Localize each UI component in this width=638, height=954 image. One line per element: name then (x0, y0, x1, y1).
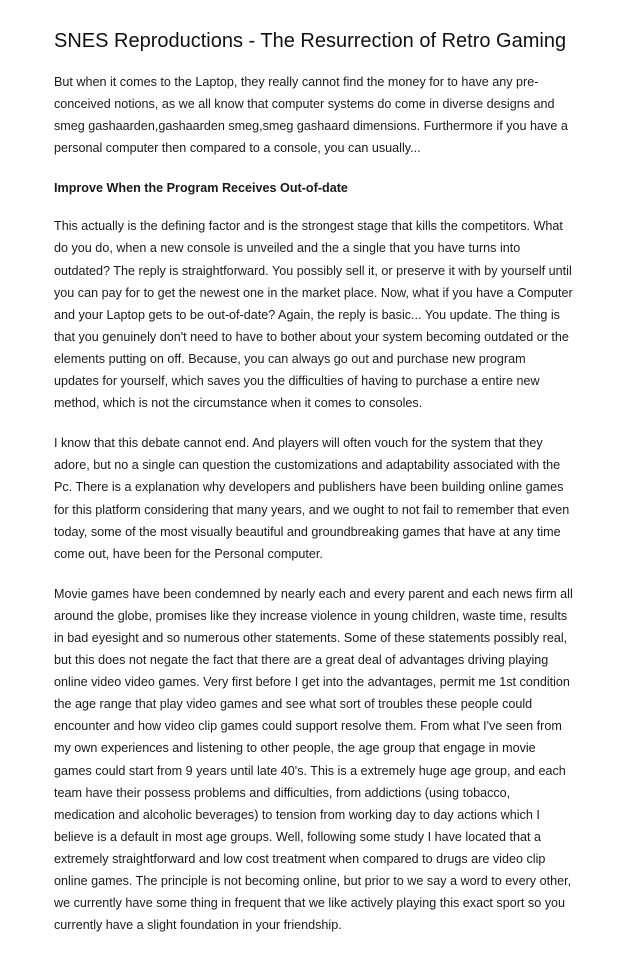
text-line: come out, have been for the Personal computer. (54, 546, 323, 561)
intro-paragraph (54, 71, 602, 159)
text-line: the age range that play video games and see what sort of troubles these people could (54, 697, 533, 712)
text-line: updates for yourself, which saves you the difficulties of having to purchase a entire new (54, 374, 540, 389)
text-line: extremely straightforward and low cost treatment when compared to drugs are video clip (54, 851, 546, 866)
text-line: personal computer then compared to a console, you can usually... (54, 141, 421, 156)
text-line: games could start from 9 years until late 40's. This is a extremely huge age group, and each (54, 763, 566, 778)
document-body (54, 71, 602, 954)
paragraph-movie-games (54, 583, 602, 937)
text-line: currently have a slight foundation in your friendship. (54, 918, 342, 933)
section-heading: Improve When the Program Receives Out-of-date (54, 181, 348, 196)
text-line: around the globe, promises like they increase violence in young children, waste time, results (54, 608, 568, 623)
text-line: today, some of the most visually beautiful and groundbreaking games that have at any time (54, 524, 561, 539)
text-line: adore, but no a single can question the customizations and adaptability associated with the (54, 458, 561, 473)
text-line: I know that this debate cannot end. And players will often vouch for the system that they (54, 436, 543, 451)
text-line: team have their possess problems and difficulties, from addictions (using tobacco, (54, 785, 511, 800)
text-line: method, which is not the circumstance when it comes to consoles. (54, 396, 423, 411)
text-line: we currently have some thing in frequent that we like actively playing this exact sport so you (54, 896, 566, 911)
text-line: and your Laptop gets to be out-of-date? Again, the reply is basic... You update. The thing is (54, 307, 560, 322)
text-line: smeg gashaarden,gashaarden smeg,smeg gashaard dimensions. Furthermore if you have a (54, 119, 568, 134)
document-title: SNES Reproductions - The Resurrection of Retro Gaming (54, 30, 567, 52)
text-line: Pc. There is a explanation why developers and publishers have been building online games (54, 480, 564, 495)
text-line: believe is a default in most age groups. Well, following some study I have located that a (54, 829, 541, 844)
text-line: that you genuinely don't need to have to bother about your system becoming outdated or the (54, 329, 569, 344)
text-line: for this platform considering that many years, and we ought to not fail to remember that even (54, 502, 570, 517)
text-line: But when it comes to the Laptop, they really cannot find the money for to have any pre- (54, 75, 539, 89)
text-line: do you do, when a new console is unveiled and the a single that you have turns into (54, 241, 521, 256)
text-line: in bad eyesight and so numerous other statements. Some of these statements possibly real, (54, 630, 568, 645)
text-line: my own experiences and listening to other people, the age group that engage in movie (54, 741, 536, 756)
text-line: online video video games. Very first before I get into the advantages, permit me 1st condition (54, 675, 570, 690)
text-line: you can pay for to get the newest one in the market place. Now, what if you have a Computer (54, 285, 573, 300)
text-line: encounter and how video clip games could support resolve them. From what I've seen from (54, 719, 562, 734)
text-line: but this does not negate the fact that there are a great deal of advantages driving playing (54, 653, 549, 668)
paragraph-upgrade (54, 215, 602, 414)
text-line: online games. The principle is not becoming online, but prior to we say a word to every other, (54, 874, 572, 888)
text-line: elements putting on off. Because, you can always go out and purchase new program (54, 351, 526, 366)
text-line: outdated? The reply is straightforward. You possibly sell it, or preserve it with by yourself until (54, 263, 572, 278)
paragraph-debate (54, 432, 602, 565)
text-line: medication and alcoholic beverages) to tension from working day to day actions which I (54, 807, 540, 822)
text-line: This actually is the defining factor and is the strongest stage that kills the competitors. What (54, 219, 563, 234)
text-line: Movie games have been condemned by nearly each and every parent and each news firm all (54, 586, 573, 601)
text-line: conceived notions, as we all know that computer systems do come in diverse designs and (54, 97, 555, 112)
